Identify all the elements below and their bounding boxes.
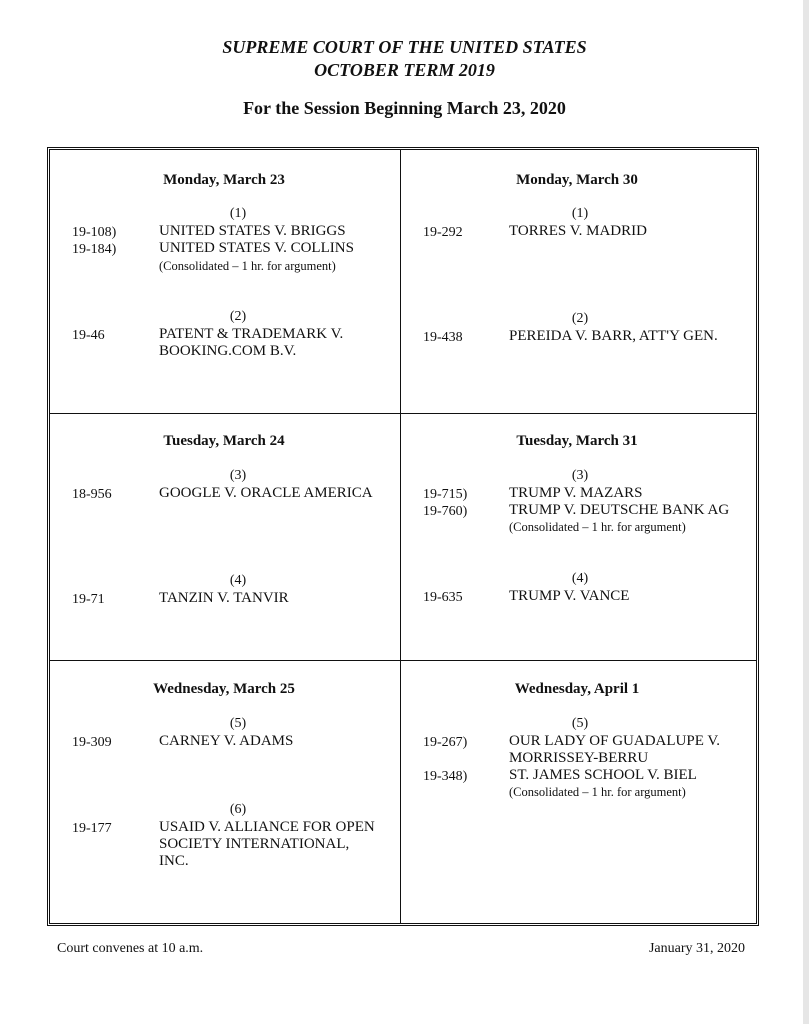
docket-number: 19-184) [72,242,117,257]
case-name: SOCIETY INTERNATIONAL, [159,836,350,852]
case-name: PATENT & TRADEMARK V. [159,326,344,342]
session-number: (2) [571,311,589,326]
docket-number: 19-715) [423,487,468,502]
session-number: (3) [229,468,247,483]
consolidated-note: (Consolidated – 1 hr. for argument) [509,785,686,799]
docket-number: 19-71 [72,592,105,607]
day-heading: Tuesday, March 31 [516,433,638,449]
session-number: (1) [571,206,589,221]
case-name: TRUMP V. VANCE [509,588,630,604]
case-name: USAID V. ALLIANCE FOR OPEN [159,819,375,835]
case-name: UNITED STATES V. COLLINS [159,240,354,256]
session-number: (3) [571,468,589,483]
page-edge-shadow [803,0,809,1024]
case-name: TRUMP V. MAZARS [509,485,643,501]
session-number: (1) [229,206,247,221]
case-name: PEREIDA V. BARR, ATT'Y GEN. [509,328,718,344]
session-number: (4) [571,571,589,586]
docket-number: 19-177 [72,821,112,836]
footer-convene-time: Court convenes at 10 a.m. [57,941,204,956]
row-divider-1 [50,413,756,414]
term-title: OCTOBER TERM 2019 [314,60,495,80]
docket-number: 19-46 [72,328,105,343]
column-divider [400,150,401,923]
case-name: TANZIN V. TANVIR [159,590,289,606]
case-name: UNITED STATES V. BRIGGS [159,223,346,239]
court-title: SUPREME COURT OF THE UNITED STATES [222,37,587,57]
docket-number: 19-760) [423,504,468,519]
day-heading: Tuesday, March 24 [163,433,285,449]
row-divider-2 [50,660,756,661]
day-heading: Monday, March 30 [516,172,638,188]
footer-date: January 31, 2020 [648,941,745,956]
session-number: (2) [229,309,247,324]
docket-number: 19-438 [423,330,463,345]
session-number: (5) [229,716,247,731]
session-number: (6) [229,802,247,817]
case-name: TRUMP V. DEUTSCHE BANK AG [509,502,730,518]
case-name: GOOGLE V. ORACLE AMERICA [159,485,373,501]
day-heading: Monday, March 23 [163,172,285,188]
case-name: CARNEY V. ADAMS [159,733,294,749]
calendar-frame [47,147,759,926]
day-heading: Wednesday, March 25 [153,681,295,697]
docket-number: 19-635 [423,590,463,605]
docket-number: 19-292 [423,225,463,240]
docket-number: 19-267) [423,735,468,750]
consolidated-note: (Consolidated – 1 hr. for argument) [159,259,336,273]
case-name: BOOKING.COM B.V. [159,343,297,359]
docket-number: 19-348) [423,769,468,784]
docket-number: 19-108) [72,225,117,240]
docket-number: 18-956 [72,487,112,502]
case-name: OUR LADY OF GUADALUPE V. [509,733,720,749]
session-number: (4) [229,573,247,588]
consolidated-note: (Consolidated – 1 hr. for argument) [509,520,686,534]
case-name: ST. JAMES SCHOOL V. BIEL [509,767,697,783]
case-name: INC. [159,853,189,869]
case-name: TORRES V. MADRID [509,223,647,239]
session-number: (5) [571,716,589,731]
session-title: For the Session Beginning March 23, 2020 [243,98,566,118]
day-heading: Wednesday, April 1 [514,681,640,697]
case-name: MORRISSEY-BERRU [509,750,649,766]
docket-number: 19-309 [72,735,112,750]
